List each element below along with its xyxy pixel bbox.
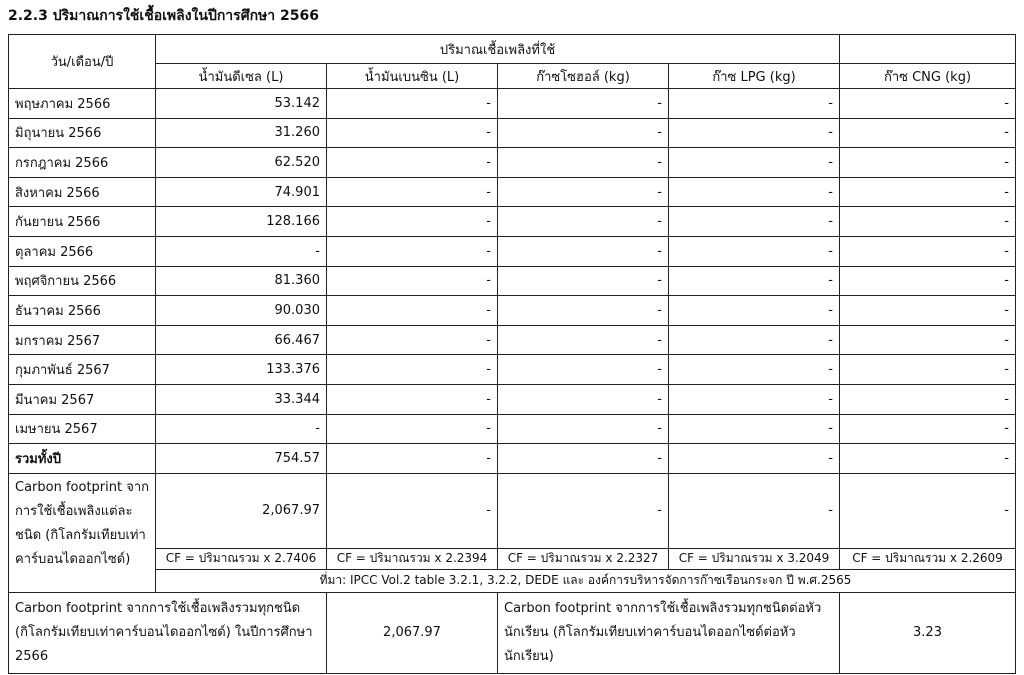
column-header-diesel: น้ำมันดีเซล (L) [156,64,327,89]
table-cell: - [156,414,327,444]
table-cell: - [156,236,327,266]
table-cell: - [498,325,669,355]
carbon-cell: - [669,473,840,548]
formula-cell: CF = ปริมาณรวม x 2.2609 [840,548,1016,569]
table-cell: - [498,355,669,385]
row-label: มีนาคม 2567 [9,384,156,414]
summary-total-value: 2,067.97 [327,592,498,673]
table-cell: - [669,89,840,119]
total-cell: - [840,444,1016,474]
total-row [9,444,1016,474]
carbon-row [9,473,1016,548]
column-header-benzine: น้ำมันเบนซิน (L) [327,64,498,89]
row-label: ตุลาคม 2566 [9,236,156,266]
blank-header-cell [840,35,1016,64]
table-cell: - [840,89,1016,119]
table-row [9,325,1016,355]
table-cell: - [669,266,840,296]
table-cell: - [669,355,840,385]
carbon-label: Carbon footprint จากการใช้เชื้อเพลิงแต่ละชนิด (กิโลกรัมเทียบเท่าคาร์บอนไดออกไซด์) [9,473,156,592]
row-label: มกราคม 2567 [9,325,156,355]
table-cell: - [840,414,1016,444]
table-row [9,148,1016,178]
column-header-gasohol: ก๊าซโซฮอล์ (kg) [498,64,669,89]
table-cell: - [327,384,498,414]
table-row [9,236,1016,266]
table-cell: - [669,207,840,237]
formula-row [9,548,1016,569]
total-cell: - [498,444,669,474]
table-cell: - [669,148,840,178]
section-heading: 2.2.3 ปริมาณการใช้เชื้อเพลิงในปีการศึกษา 2566 [8,8,319,24]
row-label: เมษายน 2567 [9,414,156,444]
table-row [9,384,1016,414]
header-row-group [9,35,1016,64]
formula-cell: CF = ปริมาณรวม x 2.7406 [156,548,327,569]
column-header-cng: ก๊าซ CNG (kg) [840,64,1016,89]
row-label: พฤษภาคม 2566 [9,89,156,119]
table-row [9,118,1016,148]
table-cell: - [498,236,669,266]
fuel-usage-table [8,34,1016,674]
table-cell: 33.344 [156,384,327,414]
table-row [9,266,1016,296]
table-cell: - [327,355,498,385]
fuel-group-header: ปริมาณเชื้อเพลิงที่ใช้ [156,35,840,64]
row-label: กุมภาพันธ์ 2567 [9,355,156,385]
carbon-cell: - [327,473,498,548]
table-cell: - [498,296,669,326]
total-label: รวมทั้งปี [9,444,156,474]
table-cell: - [498,266,669,296]
table-cell: - [327,325,498,355]
row-label: มิถุนายน 2566 [9,118,156,148]
total-cell: - [669,444,840,474]
table-cell: 90.030 [156,296,327,326]
column-header-lpg: ก๊าซ LPG (kg) [669,64,840,89]
table-cell: - [327,118,498,148]
row-label: พฤศจิกายน 2566 [9,266,156,296]
table-cell: - [840,355,1016,385]
table-cell: - [840,148,1016,178]
row-label: ธันวาคม 2566 [9,296,156,326]
table-cell: - [498,148,669,178]
table-cell: 53.142 [156,89,327,119]
table-row [9,414,1016,444]
row-label: กันยายน 2566 [9,207,156,237]
table-cell: - [327,236,498,266]
table-row [9,355,1016,385]
summary-total-label: Carbon footprint จากการใช้เชื้อเพลิงรวมทุกชนิด (กิโลกรัมเทียบเท่าคาร์บอนไดออกไซด์) ในปีการศึกษา 2566 [9,592,327,673]
table-cell: - [840,177,1016,207]
table-cell: - [669,414,840,444]
source-note: ที่มา: IPCC Vol.2 table 3.2.1, 3.2.2, DEDE และ องค์การบริหารจัดการก๊าซเรือนกระจก ปี พ.ศ.2565 [156,569,1016,592]
table-row [9,177,1016,207]
table-cell: - [327,148,498,178]
table-cell: - [327,296,498,326]
table-row [9,296,1016,326]
formula-cell: CF = ปริมาณรวม x 2.2394 [327,548,498,569]
carbon-cell: - [840,473,1016,548]
table-cell: - [498,118,669,148]
row-label: กรกฎาคม 2566 [9,148,156,178]
table-cell: - [327,207,498,237]
table-cell: 74.901 [156,177,327,207]
table-cell: - [498,89,669,119]
table-cell: - [669,325,840,355]
table-row [9,89,1016,119]
table-cell: - [669,296,840,326]
total-cell: - [327,444,498,474]
summary-per-student-value: 3.23 [840,592,1016,673]
table-cell: - [840,207,1016,237]
table-cell: - [498,414,669,444]
table-row [9,207,1016,237]
formula-cell: CF = ปริมาณรวม x 3.2049 [669,548,840,569]
table-cell: - [669,177,840,207]
table-cell: 81.360 [156,266,327,296]
table-cell: 128.166 [156,207,327,237]
table-cell: - [669,384,840,414]
formula-cell: CF = ปริมาณรวม x 2.2327 [498,548,669,569]
summary-per-student-label: Carbon footprint จากการใช้เชื้อเพลิงรวมทุกชนิดต่อหัวนักเรียน (กิโลกรัมเทียบเท่าคาร์บอนไดออกไซด์ต่อหัวนักเรียน) [498,592,840,673]
source-row [9,569,1016,592]
table-cell: 133.376 [156,355,327,385]
table-cell: - [840,118,1016,148]
table-cell: - [498,207,669,237]
carbon-cell: 2,067.97 [156,473,327,548]
table-cell: - [327,266,498,296]
table-cell: - [840,296,1016,326]
table-cell: - [840,266,1016,296]
row-label: สิงหาคม 2566 [9,177,156,207]
date-column-header: วัน/เดือน/ปี [9,35,156,89]
table-cell: - [840,325,1016,355]
table-cell: - [327,414,498,444]
summary-row [9,592,1016,673]
total-cell: 754.57 [156,444,327,474]
table-cell: - [669,118,840,148]
carbon-cell: - [498,473,669,548]
table-cell: 31.260 [156,118,327,148]
table-cell: 66.467 [156,325,327,355]
table-cell: 62.520 [156,148,327,178]
table-cell: - [498,384,669,414]
table-cell: - [669,236,840,266]
table-cell: - [327,89,498,119]
table-cell: - [498,177,669,207]
table-cell: - [840,384,1016,414]
table-cell: - [327,177,498,207]
table-cell: - [840,236,1016,266]
header-row-columns [9,64,1016,89]
